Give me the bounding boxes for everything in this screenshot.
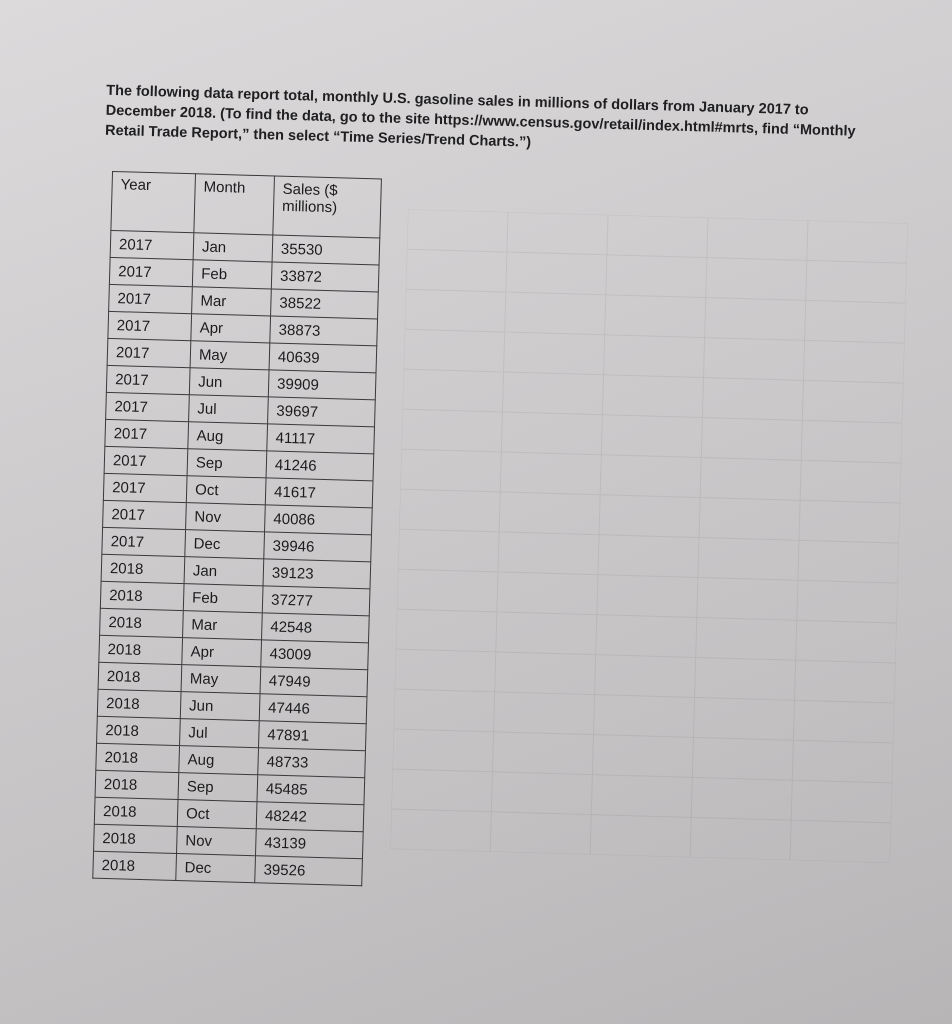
cell-sales: 39946 [264, 532, 372, 562]
cell-sales: 48242 [256, 802, 364, 832]
cell-month: Dec [185, 530, 265, 559]
cell-year: 2018 [96, 743, 180, 772]
cell-month: Jan [184, 557, 264, 586]
cell-month: Jul [180, 719, 260, 748]
cell-sales: 45485 [257, 775, 365, 805]
cell-month: Mar [183, 611, 263, 640]
cell-year: 2018 [94, 797, 178, 826]
cell-year: 2017 [105, 419, 189, 448]
cell-year: 2017 [103, 473, 187, 502]
cell-sales: 41246 [266, 451, 374, 481]
cell-year: 2018 [99, 635, 183, 664]
cell-sales: 42548 [262, 613, 370, 643]
cell-year: 2018 [101, 554, 185, 583]
cell-sales: 41617 [265, 478, 373, 508]
table-body [93, 230, 380, 885]
cell-year: 2017 [107, 338, 191, 367]
table-header-row [111, 171, 382, 237]
cell-year: 2018 [94, 824, 178, 853]
cell-month: Jan [193, 233, 273, 262]
header-year: Year [111, 171, 196, 232]
cell-month: Nov [177, 827, 257, 856]
cell-month: Oct [186, 476, 266, 505]
cell-year: 2018 [97, 716, 181, 745]
cell-sales: 38522 [271, 289, 379, 319]
cell-month: Feb [183, 584, 263, 613]
cell-year: 2018 [100, 581, 184, 610]
cell-year: 2018 [97, 689, 181, 718]
paper-sheet [0, 28, 948, 1024]
cell-month: Sep [187, 449, 267, 478]
cell-year: 2018 [93, 851, 177, 880]
cell-month: Apr [191, 314, 271, 343]
cell-sales: 47891 [259, 721, 367, 751]
header-sales: Sales ($ millions) [273, 176, 382, 238]
cell-sales: 39526 [255, 856, 363, 886]
cell-month: Dec [176, 854, 256, 883]
cell-sales: 37277 [262, 586, 370, 616]
cell-year: 2017 [108, 311, 192, 340]
cell-month: Aug [188, 422, 268, 451]
cell-month: May [190, 341, 270, 370]
cell-sales: 43139 [255, 829, 363, 859]
cell-sales: 39697 [268, 397, 376, 427]
cell-year: 2018 [98, 662, 182, 691]
cell-sales: 39909 [268, 370, 376, 400]
cell-sales: 43009 [261, 640, 369, 670]
cell-month: Nov [186, 503, 266, 532]
header-month: Month [194, 174, 275, 235]
cell-year: 2017 [109, 284, 193, 313]
cell-month: Sep [178, 773, 258, 802]
cell-month: Oct [177, 800, 257, 829]
cell-sales: 47446 [259, 694, 367, 724]
cell-month: Mar [192, 287, 272, 316]
cell-month: Apr [182, 638, 262, 667]
cell-month: Feb [192, 260, 272, 289]
cell-month: Aug [179, 746, 259, 775]
bleed-through-grid [390, 209, 908, 863]
cell-month: May [181, 665, 261, 694]
cell-sales: 41117 [267, 424, 375, 454]
sales-table [92, 171, 382, 886]
cell-year: 2018 [95, 770, 179, 799]
cell-year: 2017 [110, 230, 194, 259]
intro-paragraph: The following data report total, monthly U.S. gasoline sales in millions of dollars from January 2017 to December 2018. (To find the data, go to the site https://www.census.gov/retail/index.html#mrts, find “Monthly Retail Trade Report,” then select “Time Series/Trend Charts.”) [104, 82, 856, 151]
cell-sales: 38873 [270, 316, 378, 346]
cell-year: 2017 [109, 257, 193, 286]
cell-month: Jun [180, 692, 260, 721]
cell-sales: 33872 [271, 262, 379, 292]
cell-month: Jun [189, 368, 269, 397]
cell-year: 2017 [106, 365, 190, 394]
cell-sales: 40639 [269, 343, 377, 373]
cell-year: 2017 [102, 527, 186, 556]
cell-year: 2017 [106, 392, 190, 421]
cell-sales: 40086 [265, 505, 373, 535]
cell-sales: 48733 [258, 748, 366, 778]
cell-sales: 39123 [263, 559, 371, 589]
cell-sales: 35530 [272, 235, 380, 265]
cell-year: 2018 [100, 608, 184, 637]
cell-month: Jul [189, 395, 269, 424]
cell-sales: 47949 [260, 667, 368, 697]
cell-year: 2017 [103, 500, 187, 529]
cell-year: 2017 [104, 446, 188, 475]
